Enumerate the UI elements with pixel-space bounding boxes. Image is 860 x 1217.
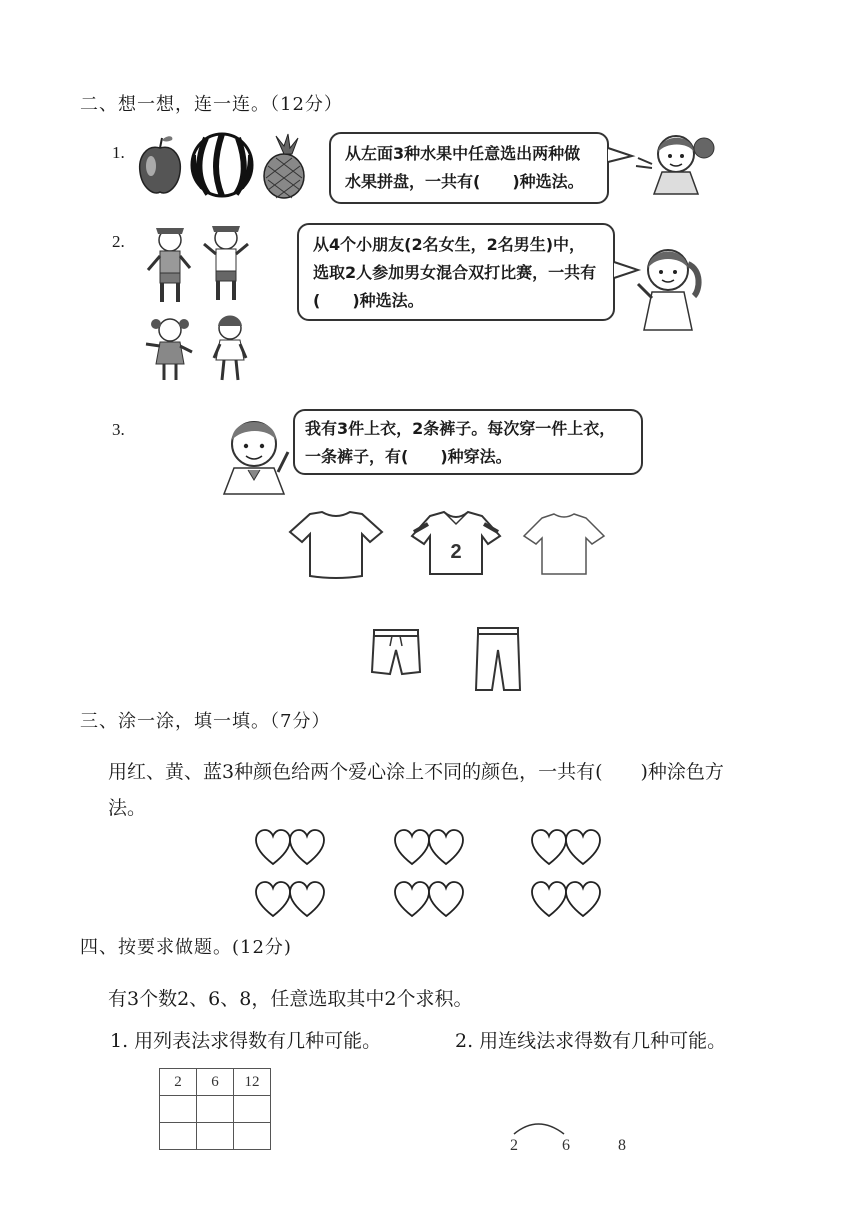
- apple-icon: [140, 136, 181, 193]
- shirt-2-icon: [408, 510, 504, 580]
- table-cell[interactable]: [234, 1123, 271, 1150]
- heart-pair[interactable]: [532, 830, 600, 864]
- table-row: [160, 1069, 271, 1096]
- heart-pair[interactable]: [395, 830, 463, 864]
- table-cell[interactable]: [234, 1096, 271, 1123]
- girl-character-q2: [628, 240, 708, 332]
- sub-question-2: 2. 用连线法求得数有几种可能。: [455, 1030, 727, 1052]
- line-number-2[interactable]: 2: [510, 1137, 518, 1154]
- children-images: [140, 218, 260, 386]
- table-cell[interactable]: [160, 1096, 197, 1123]
- table-cell[interactable]: [197, 1123, 234, 1150]
- girl-character-q1: [632, 128, 722, 198]
- question-3-number: 3.: [112, 420, 125, 439]
- section-2-title: 二、想一想，连一连。（12分）: [80, 94, 343, 115]
- girl-2-icon: [214, 316, 246, 381]
- table-cell[interactable]: 6: [197, 1069, 234, 1096]
- question-2-number: 2.: [112, 232, 125, 251]
- line-number-8[interactable]: 8: [618, 1137, 626, 1154]
- girl-1-icon: [146, 319, 192, 380]
- question-1-number: 1.: [112, 143, 125, 162]
- connection-diagram: [500, 1112, 640, 1156]
- shirt-3-icon: [520, 512, 608, 580]
- section-3-text-line-1: 用红、黄、蓝3种颜色给两个爱心涂上不同的颜色，一共有( )种涂色方: [108, 761, 724, 783]
- speech-bubble-q1: [329, 132, 609, 204]
- question-3-text: 我有3件上衣，2条裤子。每次穿一件上衣，一条裤子，有( )种穿法。: [305, 419, 616, 466]
- shirt-number: 2: [450, 541, 462, 563]
- section-4-intro: 有3个数2、6、8，任意选取其中2个求积。: [108, 988, 473, 1010]
- speech-bubble-q2: [297, 223, 615, 321]
- table-cell[interactable]: [160, 1123, 197, 1150]
- table-cell[interactable]: 12: [234, 1069, 271, 1096]
- listing-table: [159, 1068, 271, 1150]
- table-row: [160, 1096, 271, 1123]
- table-row: [160, 1123, 271, 1150]
- section-3-title: 三、涂一涂，填一填。（7分）: [80, 711, 331, 732]
- pineapple-icon: [264, 134, 304, 198]
- heart-pair[interactable]: [395, 882, 463, 916]
- question-1-text: 从左面3种水果中任意选出两种做水果拼盘，一共有( )种选法。: [345, 144, 584, 191]
- speech-bubble-q3: [293, 409, 643, 475]
- section-4-title: 四、按要求做题。(12分): [80, 937, 292, 958]
- section-3-text-line-2: 法。: [108, 797, 147, 819]
- boy-character-q3: [218, 410, 296, 496]
- heart-pair[interactable]: [256, 830, 324, 864]
- fruit-images: [136, 130, 326, 200]
- sub-question-1: 1. 用列表法求得数有几种可能。: [110, 1030, 382, 1052]
- question-2-text: 从4个小朋友(2名女生，2名男生)中，选取2人参加男女混合双打比赛，一共有( )种选法。: [313, 235, 597, 310]
- connection-line: [514, 1124, 564, 1134]
- line-number-6[interactable]: 6: [562, 1137, 570, 1154]
- heart-pair[interactable]: [256, 882, 324, 916]
- watermelon-icon: [192, 134, 252, 196]
- table-cell[interactable]: 2: [160, 1069, 197, 1096]
- boy-2-icon: [204, 226, 248, 300]
- trousers-icon: [472, 624, 524, 694]
- shirt-1-icon: [286, 510, 386, 580]
- table-cell[interactable]: [197, 1096, 234, 1123]
- hearts-grid: [250, 826, 620, 926]
- heart-pair[interactable]: [532, 882, 600, 916]
- shorts-icon: [368, 626, 424, 678]
- boy-1-icon: [148, 228, 190, 302]
